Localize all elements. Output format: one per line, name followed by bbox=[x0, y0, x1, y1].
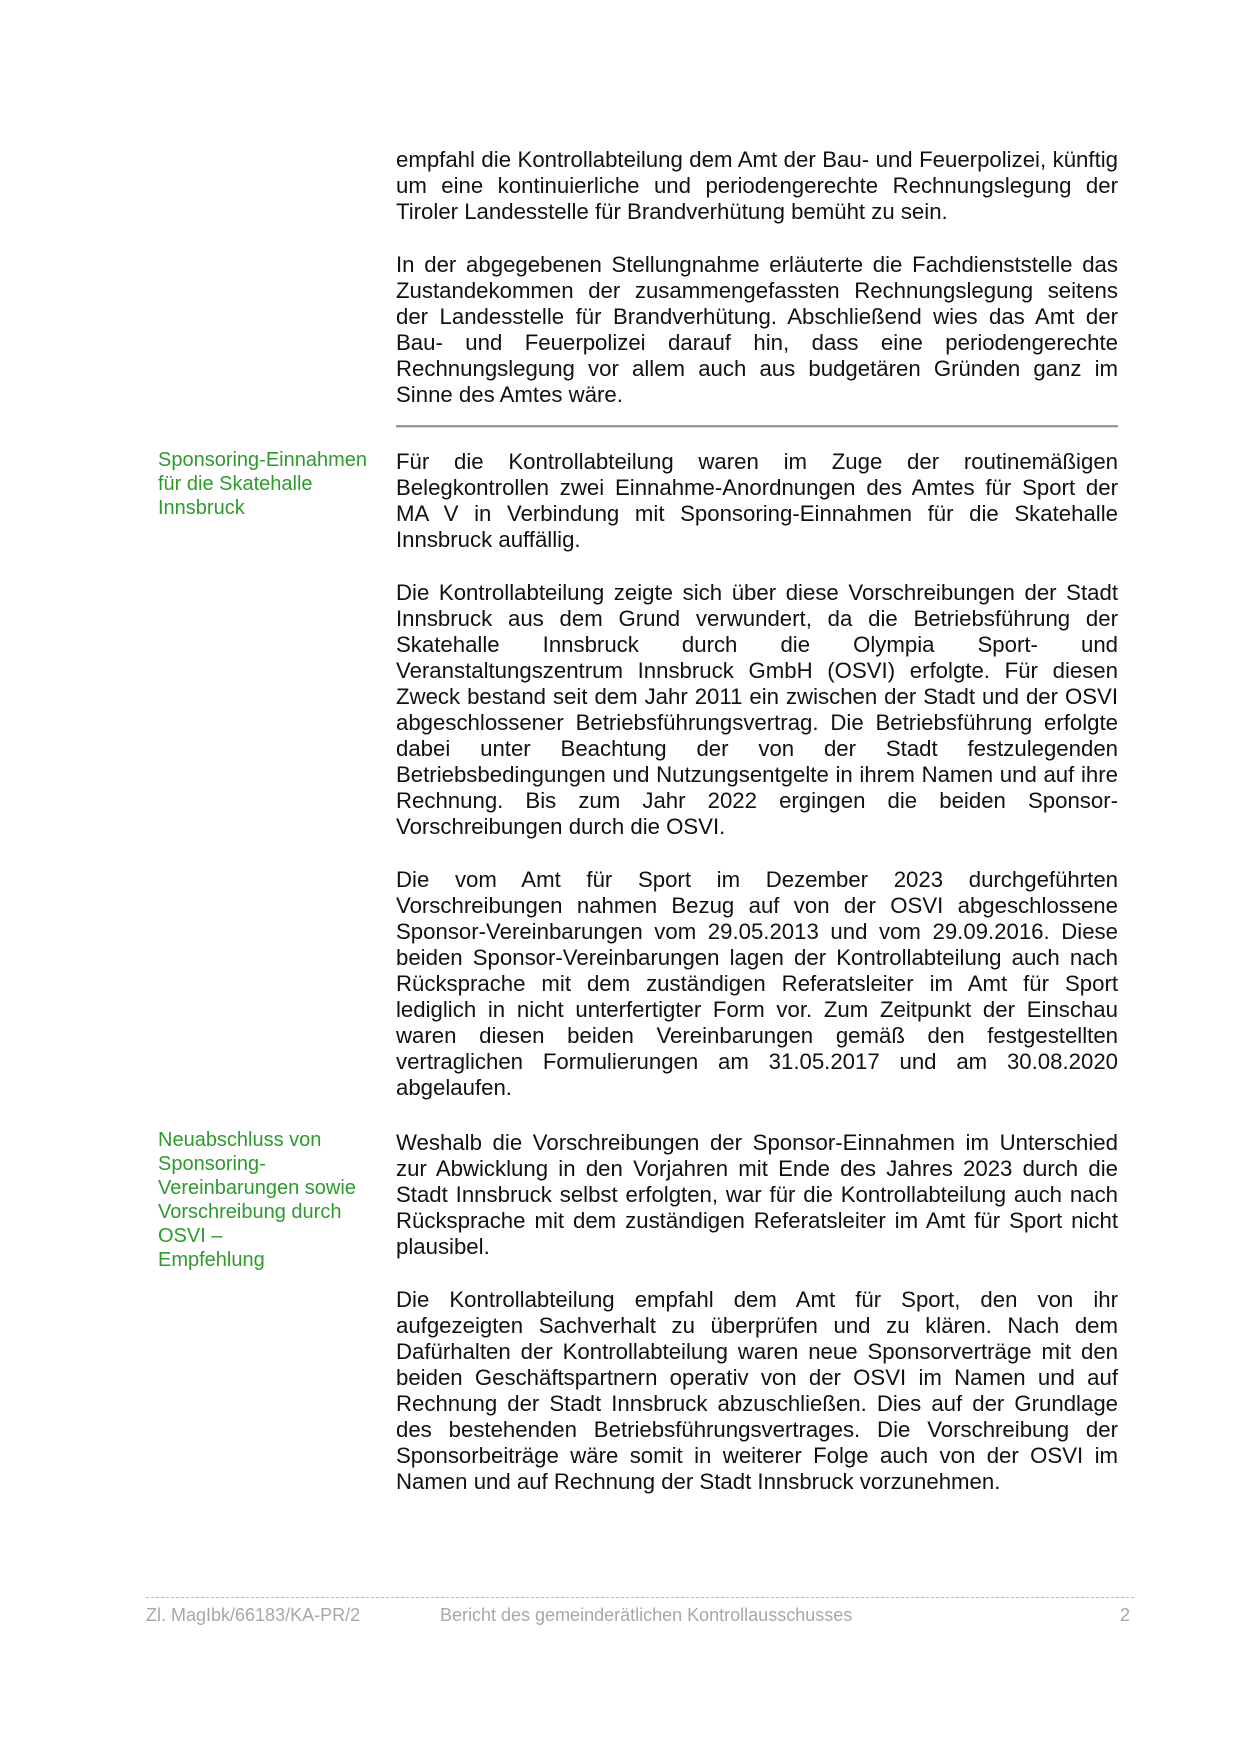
neuabschluss-block-1 bbox=[396, 1130, 1118, 1260]
intro-text-block-2 bbox=[396, 252, 1118, 408]
neuabschluss-paragraph-1: Weshalb die Vorschreibungen der Sponsor-Einnahmen im Unterschied zur Abwicklung in den Vorjahren mit Ende des Jahres 2023 durch die Stadt Innsbruck selbst erfolgten, war für die Kontrollabteilung auch nach Rücksprache mit dem zuständigen Referatsleiter im Amt für Sport nicht plausibel. bbox=[396, 1130, 1118, 1259]
intro-paragraph-2: In der abgegebenen Stellungnahme erläuterte die Fachdienststelle das Zustandekommen der zusammengefassten Rechnungslegung seitens der Landesstelle für Brandverhütung. Abschließend wies das Amt der Bau- und Feuerpolizei darauf hin, dass eine periodengerechte Rechnungslegung vor allem auch aus budgetären Gründen ganz im Sinne des Amtes wäre. bbox=[396, 252, 1118, 407]
side-note-skatehalle: Sponsoring-Einnahmen für die Skatehalle Innsbruck bbox=[158, 449, 368, 519]
intro-text-block bbox=[396, 147, 1118, 225]
skatehalle-block-2 bbox=[396, 580, 1118, 840]
skatehalle-paragraph-1: Für die Kontrollabteilung waren im Zuge der routinemäßigen Belegkontrollen zwei Einnahme-Anordnungen des Amtes für Sport der MA V in Verbindung mit Sponsoring-Einnahmen für die Skatehalle Innsbruck auffällig. bbox=[396, 449, 1118, 552]
neuabschluss-block-2 bbox=[396, 1287, 1118, 1495]
footer-divider bbox=[146, 1597, 1134, 1598]
footer-reference: Zl. MagIbk/66183/KA-PR/2 bbox=[146, 1605, 361, 1625]
footer-page-number: 2 bbox=[1119, 1605, 1130, 1625]
skatehalle-block-1 bbox=[396, 449, 1118, 553]
neuabschluss-paragraph-2: Die Kontrollabteilung empfahl dem Amt für Sport, den von ihr aufgezeigten Sachverhalt zu überprüfen und zu klären. Nach dem Dafürhalten der Kontrollabteilung waren neue Sponsorverträge mit den beiden Geschäftspartnern operativ von der OSVI im Namen und auf Rechnung der Stadt Innsbruck abzuschließen. Dies auf der Grundlage des bestehenden Betriebsführungsvertrages. Die Vorschreibung der Sponsorbeiträge wäre somit in weiterer Folge auch von der OSVI im Namen und auf Rechnung der Stadt Innsbruck vorzunehmen. bbox=[396, 1287, 1118, 1494]
side-note-neuabschluss: Neuabschluss von Sponsoring- Vereinbarungen sowie Vorschreibung durch OSVI – Empfehlung bbox=[158, 1129, 356, 1271]
section-divider bbox=[396, 425, 1118, 428]
skatehalle-block-3 bbox=[396, 867, 1118, 1101]
intro-paragraph-1: empfahl die Kontrollabteilung dem Amt der Bau- und Feuerpolizei, künftig um eine kontinuierliche und periodengerechte Rechnungslegung der Tiroler Landesstelle für Brandverhütung bemüht zu sein. bbox=[396, 147, 1118, 224]
footer-title: Bericht des gemeinderätlichen Kontrollausschusses bbox=[440, 1605, 853, 1625]
skatehalle-paragraph-2: Die Kontrollabteilung zeigte sich über diese Vorschreibungen der Stadt Innsbruck aus dem Grund verwundert, da die Betriebsführung der Skatehalle Innsbruck durch die Olympia Sport- und Veranstaltungszentrum Innsbruck GmbH (OSVI) erfolgte. Für diesen Zweck bestand seit dem Jahr 2011 ein zwischen der Stadt und der OSVI abgeschlossener Betriebsführungsvertrag. Die Betriebsführung erfolgte dabei unter Beachtung der von der Stadt festzulegenden Betriebsbedingungen und Nutzungsentgelte in ihrem Namen und auf ihre Rechnung. Bis zum Jahr 2022 ergingen die beiden Sponsor-Vorschreibungen durch die OSVI. bbox=[396, 580, 1118, 839]
skatehalle-paragraph-3: Die vom Amt für Sport im Dezember 2023 durchgeführten Vorschreibungen nahmen Bezug auf von der OSVI abgeschlossene Sponsor-Vereinbarungen vom 29.05.2013 und vom 29.09.2016. Diese beiden Sponsor-Vereinbarungen lagen der Kontrollabteilung auch nach Rücksprache mit dem zuständigen Referatsleiter im Amt für Sport lediglich in nicht unterfertigter Form vor. Zum Zeitpunkt der Einschau waren diesen beiden Vereinbarungen gemäß den festgestellten vertraglichen Formulierungen am 31.05.2017 und am 30.08.2020 abgelaufen. bbox=[396, 867, 1118, 1100]
